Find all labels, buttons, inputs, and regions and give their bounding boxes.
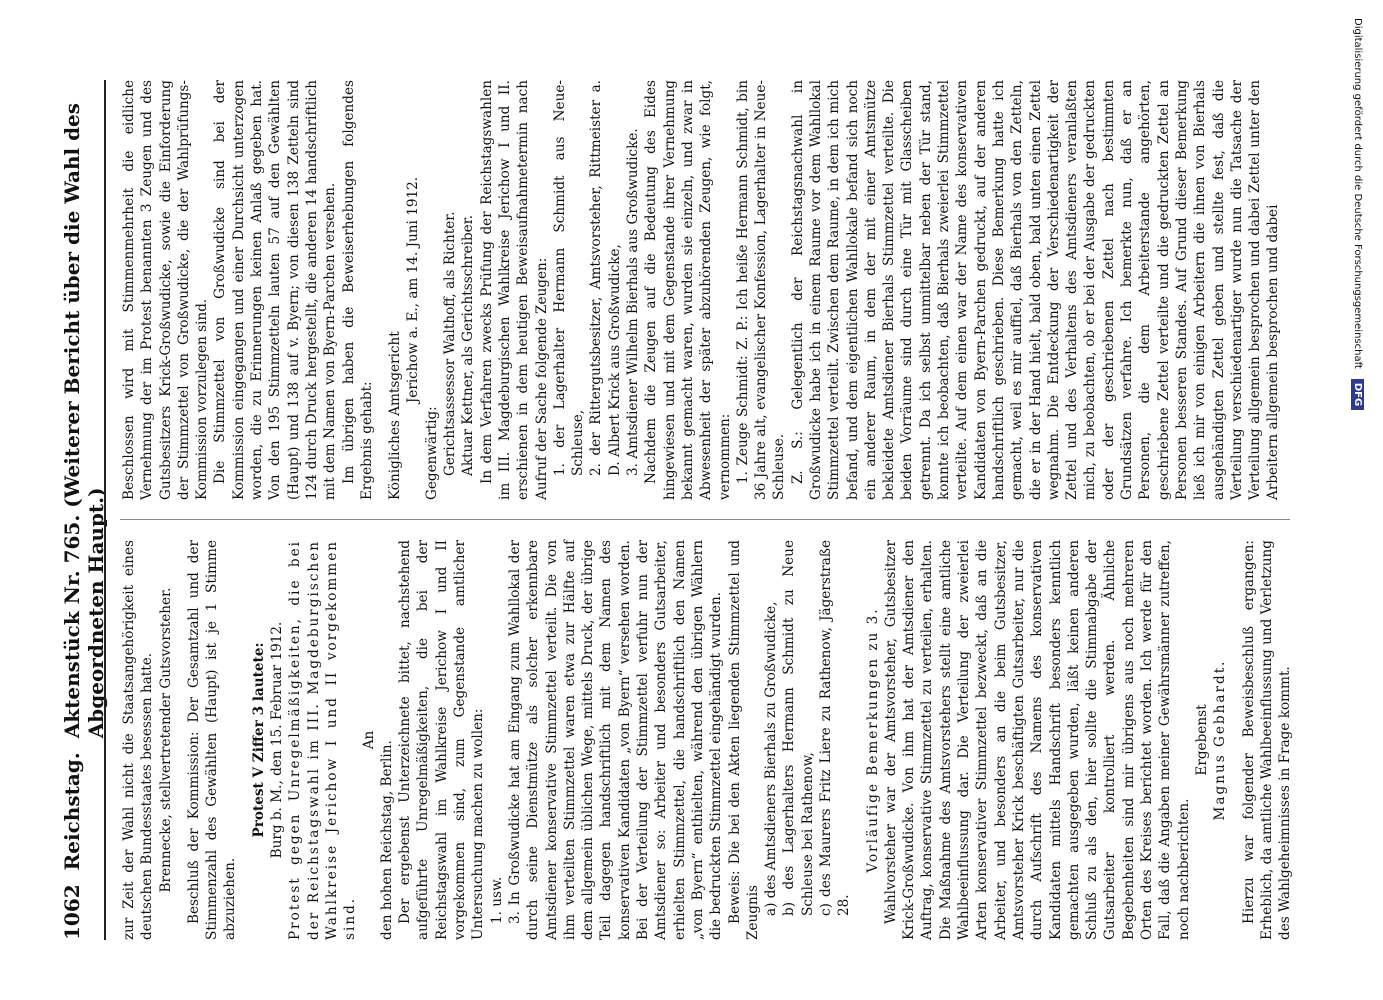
page-title: Aktenstück Nr. 765. (Weiterer Bericht über die Wahl des Abgeordneten Haupt.) (60, 102, 108, 739)
header-rule (104, 80, 106, 940)
paragraph: Beweis: Die bei den Akten liegenden Stimmzettel und Zeugnis (726, 540, 761, 940)
page-header (60, 80, 108, 940)
addressee: den hohen Reichstag, Berlin. (378, 740, 395, 940)
signature: Brennecke, stellvertretender Gutsvorsteher. (157, 587, 174, 893)
present-label: Gegenwärtig: (423, 406, 440, 500)
right-column (120, 80, 1290, 500)
paragraph: 1. usw. (488, 876, 505, 924)
paragraph: 3. In Großwudicke hat am Eingang zum Wahllokal der durch seine Dienstmütze als solcher erkennbare Amtsdiener konservative Stimmzettel verteilt. Die von ihm verteilten Stimmzettel waren etwa zur Hälfte auf dem allgemein üblichen Wege, mittels Druck, der übrige Teil dagegen handschriftlich mit dem Namen des konservativen Kandidaten „von Byern“ versehen worden. Bei der Verteilung der Stimmzettel verfuhr nun der Amtsdiener so: Arbeiter und besonders Gutsarbeiter, erhielten Stimmzettel, die handschriftlich den Namen „von Byern“ enthielten, während den übrigen Wählern die bedruckten Stimmzettel eingehändigt wurden. (506, 540, 725, 940)
list-item: 3. Amtsdiener Wilhelm Bierhals aus Großwudicke. (625, 128, 642, 476)
paragraph: zur Zeit der Wahl nicht die Staatsangehörigkeit eines deutschen Bundesstaates besessen hatte. (121, 540, 156, 940)
list-item: 2. der Rittergutsbesitzer, Amtsvorsteher, Rittmeister a. D. Albert Krick aus Großwudicke, (588, 80, 623, 476)
section-heading: Vorläufige Bemerkungen zu 3. (864, 607, 881, 873)
list-item: 1. der Lagerhalter Hermann Schmidt aus Neue-Schleuse, (551, 80, 587, 476)
paragraph: Beschluß der Kommission: Der Gesamtzahl und der Stimmenzahl des Gewählten (Haupt) ist je 1 Stimme abzuziehen. (185, 540, 239, 940)
date-line: Jerichow a. E., am 14. Juni 1912. (405, 176, 422, 404)
date-line: Burg b. M., den 15. Februar 1912. (269, 621, 286, 859)
column-divider (120, 519, 1290, 520)
paragraph: Der ergebenst Unterzeichnete bittet, nachstehend aufgeführte Unregelmäßigkeiten, die bei der Reichstagswahl im Wahlkreise Jerichow I und II vorgekommen sind, zum Gegenstande amtlicher Untersuchung machen zu wollen: (397, 540, 487, 940)
dfg-logo: DFG (1352, 379, 1365, 410)
court-label: Königliches Amtsgericht (387, 331, 404, 500)
section-label: Reichstag. (60, 752, 84, 871)
digitization-text: Digitalisierung gefördert durch die Deutsche Forschungsgemeinschaft (1352, 18, 1364, 369)
digitization-note (1345, 18, 1371, 968)
witness-list (551, 80, 642, 500)
signature: Magnus Gebhardt. (1212, 659, 1229, 821)
left-column (120, 540, 1294, 940)
list-item: b) des Lagerhalters Hermann Schmidt zu Neue Schleuse bei Rathenow, (781, 540, 816, 916)
protest-title: Protest gegen Unregelmäßigkeiten, die bei der Reichstagswahl im III. Magdeburgischen Wahlkreise Jerichow I und II vorgekommen sind. (287, 540, 359, 940)
witness-list (762, 540, 853, 940)
list-item: a) des Amtsdieners Bierhals zu Großwudicke, (763, 601, 780, 916)
paragraph: Beschlossen wird mit Stimmenmehrheit die eidliche Vernehmung der im Protest benannten 3 Zeugen und des Gutsbesitzers Krick-Großwudicke, sowie die Einforderung der Stimmzettel von Großwudicke, die der Wahlprüfungs-Kommission vorzulegen sind. (121, 80, 211, 500)
list-item: Aktuar Kettner, als Gerichtsschreiber. (460, 214, 477, 476)
closing: Ergebenst (1193, 704, 1210, 776)
list-item: c) des Maurers Fritz Liere zu Rathenow, Jägerstraße 28. (817, 540, 853, 916)
page-number: 1062 (60, 884, 84, 940)
section-heading: Protest V Ziffer 3 lautete: (250, 642, 267, 838)
present-list (441, 80, 478, 500)
paragraph: Z. S.: Gelegentlich der Reichstagsnachwahl in Großwudicke habe ich in einem Raume vor dem Wahllokal Stimmzettel verteilt. Zwischen dem Raume, in dem ich mich befand, und dem eigentlichen Wahllokale befand sich noch ein anderer Raum, in dem der mit einer Amtsmütze bekleidete Amtsdiener Bierhals Stimmzettel verteilte. Die beiden Vorräume sind durch eine Tür mit Glasscheiben getrennt. Da ich selbst unmittelbar neben der Tür stand, konnte ich beobachten, daß Bierhals zweierlei Stimmzettel verteilte. Auf dem einen war der Name des konservativen Kandidaten von Byern-Parchen gedruckt, auf der anderen handschriftlich geschrieben. Diese Bemerkung hatte ich gemacht, weil es mir auffiel, daß Bierhals von den Zetteln, die er in der Hand hielt, bald oben, bald unten einen Zettel wegnahm. Die Entdeckung der Verschiedenartigkeit der Zettel und des Verhaltens des Amtsdieners veranlaßten mich, zu beobachten, ob er bei der Ausgabe der gedruckten oder der geschriebenen Zettel nach bestimmten Grundsätzen verfahre. Ich bemerkte nun, daß er an Personen, die dem Arbeiterstande angehörten, geschriebene Zettel verteilte und die gedruckten Zettel an Personen besseren Standes. Auf Grund dieser Bemerkung ließ ich mir von einigen Arbeitern die ihnen von Bierhals ausgehändigten Zettel geben und stellte fest, daß die Verteilung verschiedenartiger wurde nun die Tatsache der Verteilung allgemein besprochen und dabei Zettel unter den Arbeitern allgemein besprochen und dabei (789, 80, 1282, 500)
list-item: Gerichtsassessor Walthoff, als Richter. (442, 211, 459, 476)
paragraph: Nachdem die Zeugen auf die Bedeutung des Eides hingewiesen und mit dem Gegenstande ihrer Vernehmung bekannt gemacht waren, wurden sie einzeln, und zwar in Abwesenheit der später abzuhörenden Zeugen, wie folgt, vernommen: (643, 80, 733, 500)
paragraph: Hierzu war folgender Beweisbeschluß ergangen: Erheblich, da amtliche Wahlbeeinflussung und Verletzung des Wahlgeheimnisses in Frage kommt. (1240, 540, 1294, 940)
address-an: An (360, 730, 377, 750)
paragraph: 1. Zeuge Schmidt: Z. P.: Ich heiße Hermann Schmidt, bin 36 Jahre alt, evangelischer Konfession, Lagerhalter in Neue-Schleuse. (734, 80, 788, 500)
paragraph: Im übrigen haben die Beweiserhebungen folgendes Ergebnis gehabt: (340, 80, 375, 500)
paragraph: Die Stimmzettel von Großwudicke sind bei der Kommission eingegangen und einer Durchsicht unterzogen worden, die zu Erinnerungen keinen Anlaß gegeben hat. Von den 195 Stimmzetteln lauten 57 auf den Gewählten (Haupt) und 138 auf v. Byern; von diesen 138 Zetteln sind 124 durch Druck hergestellt, die anderen 14 handschriftlich mit dem Namen von Byern-Parchen versehen. (212, 80, 339, 500)
paragraph: Wahlvorsteher war der Amtsvorsteher, Gutsbesitzer Krick-Großwudicke. Von ihm hat der Amtsdiener den Auftrag, konservative Stimmzettel zu verteilen, erhalten. Die Maßnahme des Amtsvorstehers stellt eine amtliche Wahlbeeinflussung dar. Die Verteilung der zweierlei Arten konservativer Stimmzettel bezweckt, daß an die Arbeiter, und besonders an die beim Gutsbesitzer, Amtsvorsteher Krick beschäftigten Gutsarbeiter, nur die durch Aufschrift des Namens des konservativen Kandidaten mittels Handschrift besonders kenntlich gemachten ausgegeben wurden, läßt keinen anderen Schluß zu als den, hier sollte die Stimmabgabe der Gutsarbeiter kontrolliert werden. Ähnliche Begebenheiten sind mir übrigens aus noch mehreren Orten des Kreises berichtet worden. Ich werde für den Fall, daß die Angaben meiner Gewährsmänner zutreffen, noch nachberichten. (882, 540, 1192, 940)
paragraph: In dem Verfahren zwecks Prüfung der Reichstagswahlen im III. Magdeburgischen Wahlkreise Jerichow I und II. erschienen in dem heutigen Beweisaufnahmetermin nach Aufruf der Sache folgende Zeugen: (478, 80, 550, 500)
